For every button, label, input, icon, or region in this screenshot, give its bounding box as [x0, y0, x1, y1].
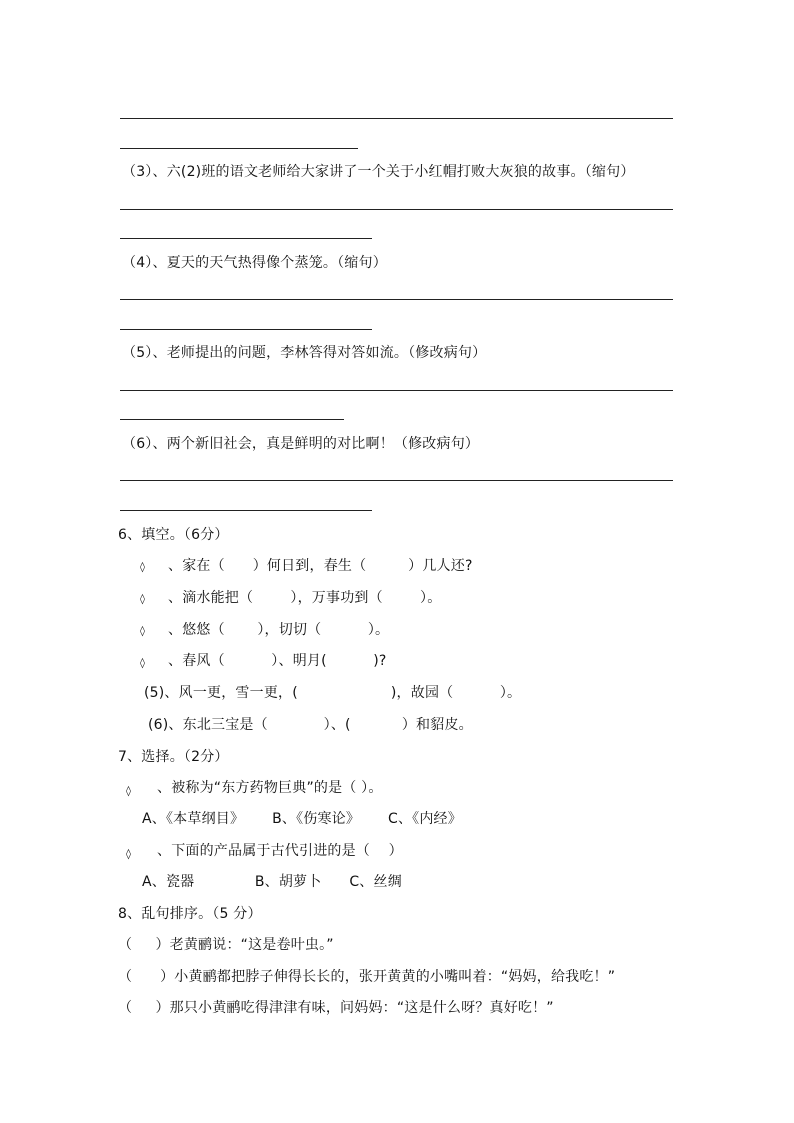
- choice-options-1: A、《本草纲目》 B、《伤寒论》 C、《内经》: [142, 811, 462, 827]
- answer-line[interactable]: [120, 238, 372, 239]
- order-item-2: （ ）小黄鹂都把脖子伸得长长的，张开黄黄的小嘴叫着：“妈妈，给我吃！”: [118, 969, 616, 985]
- answer-line[interactable]: [120, 329, 372, 330]
- choice-question-1: 、被称为“东方药物巨典”的是（ ）。: [157, 780, 383, 796]
- section-6-title: 6、填空。（6分）: [118, 527, 229, 543]
- diamond-icon: ◊: [140, 594, 146, 605]
- section-7-title: 7、选择。（2分）: [118, 749, 229, 765]
- diamond-icon: ◊: [140, 562, 146, 573]
- diamond-icon: ◊: [126, 849, 132, 860]
- question-5-6: （6）、两个新旧社会，真是鲜明的对比啊！（修改病句）: [122, 436, 480, 452]
- choice-question-2: 、下面的产品属于古代引进的是（ ）: [157, 843, 403, 859]
- answer-line[interactable]: [120, 419, 344, 420]
- question-5-4: （4）、夏天的天气热得像个蒸笼。（缩句）: [122, 255, 387, 271]
- fill-item-2: 、滴水能把（ ），万事功到（ ）。: [168, 590, 442, 606]
- section-8-title: 8、乱句排序。（5 分）: [118, 906, 262, 922]
- answer-line[interactable]: [120, 510, 372, 511]
- fill-item-3: 、悠悠（ ），切切（ ）。: [168, 622, 390, 638]
- question-5-3: （3）、六(2)班的语文老师给大家讲了一个关于小红帽打败大灰狼的故事。（缩句）: [122, 164, 635, 180]
- diamond-icon: ◊: [140, 626, 146, 637]
- diamond-icon: ◊: [140, 658, 146, 669]
- question-5-5: （5）、老师提出的问题，李林答得对答如流。（修改病句）: [122, 345, 487, 361]
- answer-line[interactable]: [120, 299, 673, 300]
- order-item-1: （ ）老黄鹂说：“这是卷叶虫。”: [118, 937, 334, 953]
- fill-item-5: (5)、风一更，雪一更，( )，故园（ ）。: [144, 685, 522, 701]
- fill-item-6: (6)、东北三宝是（ ）、( ）和貂皮。: [148, 717, 473, 733]
- answer-line[interactable]: [120, 209, 673, 210]
- order-item-3: （ ）那只小黄鹂吃得津津有味，问妈妈：“这是什么呀？真好吃！”: [118, 1000, 554, 1016]
- answer-line[interactable]: [120, 390, 673, 391]
- answer-line[interactable]: [120, 148, 358, 149]
- answer-line[interactable]: [120, 480, 673, 481]
- fill-item-4: 、春风（ ）、明月( )?: [168, 653, 387, 669]
- fill-item-1: 、家在（ ）何日到，春生（ ）几人还?: [168, 558, 473, 574]
- diamond-icon: ◊: [126, 786, 132, 797]
- answer-line[interactable]: [120, 118, 673, 119]
- choice-options-2: A、瓷器 B、胡萝卜 C、丝绸: [142, 874, 402, 890]
